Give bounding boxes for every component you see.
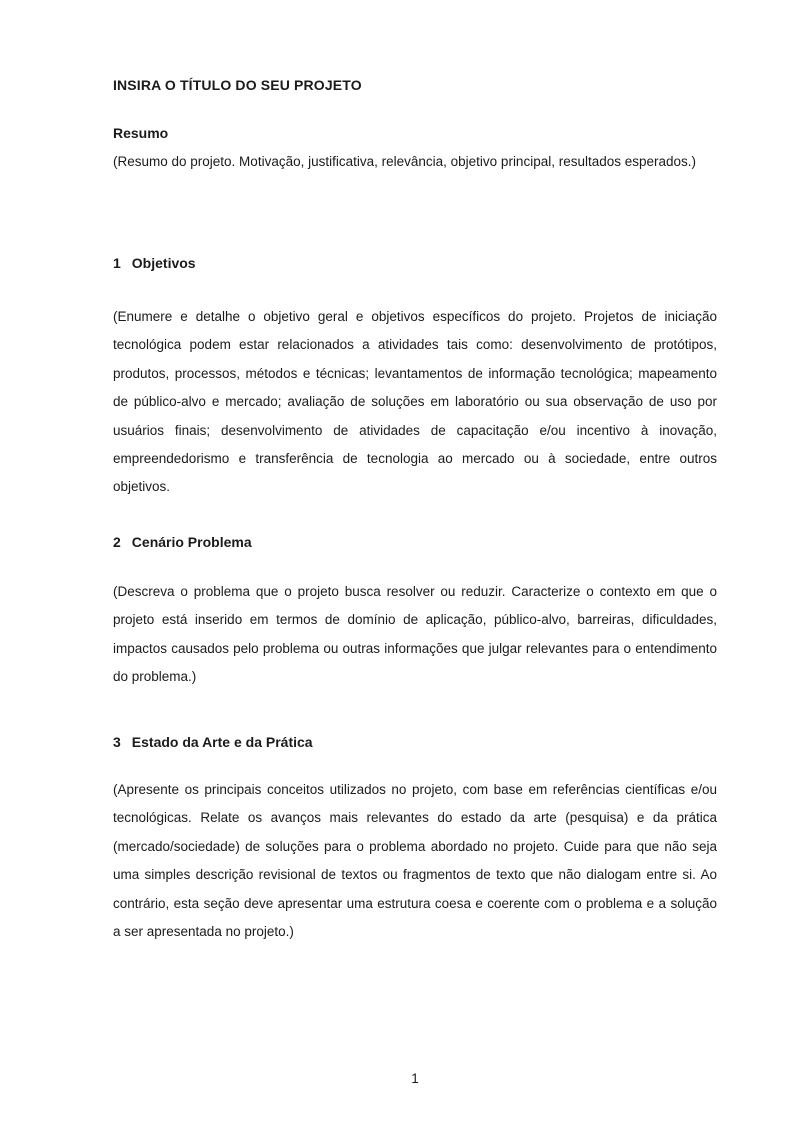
section-title: Objetivos xyxy=(131,255,196,271)
section-heading-objetivos xyxy=(113,256,717,270)
abstract-heading: Resumo xyxy=(113,125,169,141)
section-number: 3 xyxy=(113,734,121,750)
section-paragraph-cenario-problema: (Descreva o problema que o projeto busca resolver ou reduzir. Caracterize o contexto em que o projeto está inserido em termos de domínio de aplicação, público-alvo, barreiras, dificuldades, impactos causados pelo problema ou outras informações que julgar relevantes para o entendimento do problema.) xyxy=(113,584,717,685)
section-paragraph-objetivos: (Enumere e detalhe o objetivo geral e objetivos específicos do projeto. Projetos de iniciação tecnológica podem estar relacionados a atividades tais como: desenvolvimento de protótipos, produtos, processos, métodos e técnicas; levantamentos de informação tecnológica; mapeamento de público-alvo e mercado; avaliação de soluções em laboratório ou sua observação de uso por usuários finais; desenvolvimento de atividades de capacitação e/ou incentivo à inovação, empreendedorismo e transferência de tecnologia ao mercado ou à sociedade, entre outros objetivos. xyxy=(113,309,717,495)
section-title: Cenário Problema xyxy=(131,534,252,550)
abstract-paragraph: (Resumo do projeto. Motivação, justificativa, relevância, objetivo principal, resultados esperados.) xyxy=(113,154,697,169)
section-heading-cenario-problema xyxy=(113,535,717,549)
section-heading-estado-da-arte xyxy=(113,735,717,749)
page-number: 1 xyxy=(411,1071,419,1086)
section-title: Estado da Arte e da Prática xyxy=(131,734,313,750)
section-number: 2 xyxy=(113,534,121,550)
section-number: 1 xyxy=(113,255,121,271)
document-title: INSIRA O TÍTULO DO SEU PROJETO xyxy=(113,77,362,93)
section-paragraph-estado-da-arte: (Apresente os principais conceitos utilizados no projeto, com base em referências científicas e/ou tecnológicas. Relate os avanços mais relevantes do estado da arte (pesquisa) e da prática (mercado/sociedade) de soluções para o problema abordado no projeto. Cuide para que não seja uma simples descrição revisional de textos ou fragmentos de texto que não dialogam entre si. Ao contrário, esta seção deve apresentar uma estrutura coesa e coerente com o problema e a solução a ser apresentada no projeto.) xyxy=(113,782,717,940)
